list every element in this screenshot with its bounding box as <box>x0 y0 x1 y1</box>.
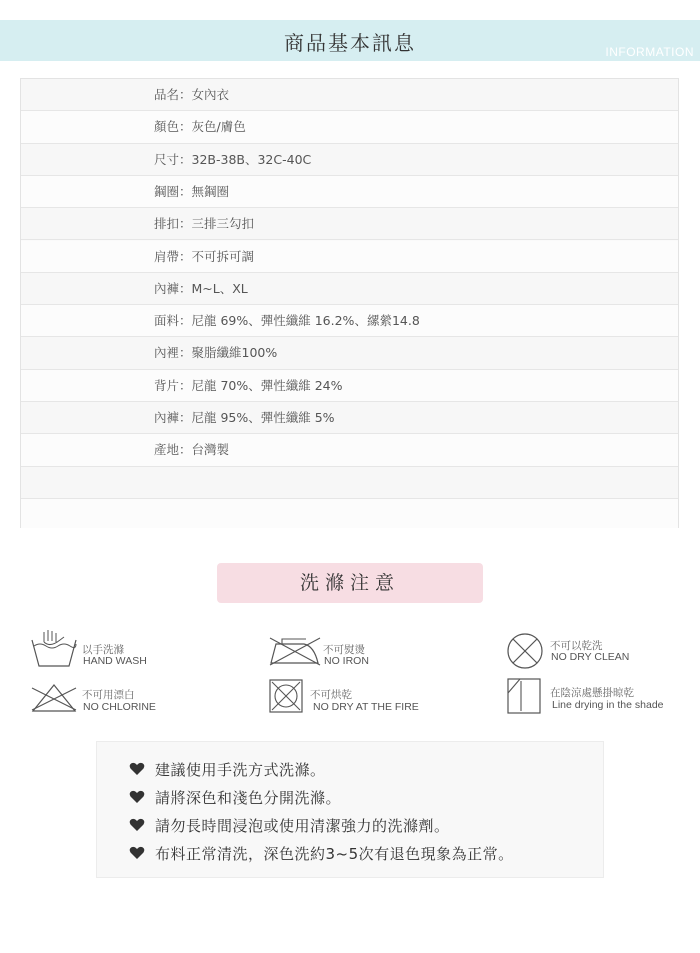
no-dry-clean-icon <box>506 632 544 670</box>
care-item-no-bleach <box>30 682 230 716</box>
info-row-name: 品名：女內衣 <box>21 79 678 111</box>
care-label-zh: 不可烘乾 <box>310 689 352 701</box>
heart-icon <box>129 790 145 804</box>
info-row-hooks: 排扣：三排三勾扣 <box>21 208 678 240</box>
care-label-zh: 不可用漂白 <box>82 689 135 701</box>
note-text: 請將深色和淺色分開洗滌。 <box>155 789 342 807</box>
no-tumble-dry-icon <box>268 678 304 714</box>
heart-icon <box>129 846 145 860</box>
info-row-empty <box>21 467 678 499</box>
care-label-en: NO DRY CLEAN <box>551 651 630 663</box>
care-label-zh: 以手洗滌 <box>82 644 124 656</box>
note-text: 請勿長時間浸泡或使用清潔強力的洗滌劑。 <box>155 817 450 835</box>
heart-icon <box>129 762 145 776</box>
hand-wash-icon <box>30 628 78 670</box>
info-row-lining: 內裡：聚脂纖維100% <box>21 337 678 369</box>
info-row-color: 顏色：灰色/膚色 <box>21 111 678 143</box>
info-row-straps: 肩帶：不可拆可調 <box>21 241 678 273</box>
info-row-size: 尺寸：32B-38B、32C-40C <box>21 144 678 176</box>
care-label-zh: 不可熨燙 <box>323 644 365 656</box>
care-label-en: HAND WASH <box>83 655 147 667</box>
care-label-en: NO DRY AT THE FIRE <box>313 701 419 713</box>
info-row-briefs-size: 內褲：M~L、XL <box>21 273 678 305</box>
wash-notes-box <box>96 741 604 878</box>
care-label-en: NO CHLORINE <box>83 701 156 713</box>
note-text: 建議使用手洗方式洗滌。 <box>155 761 326 779</box>
care-label-zh: 不可以乾洗 <box>550 640 603 652</box>
info-row-briefs-fabric: 內褲：尼龍 95%、彈性纖維 5% <box>21 402 678 434</box>
care-label-en: NO IRON <box>324 655 369 667</box>
info-row-underwire: 鋼圈：無鋼圈 <box>21 176 678 208</box>
care-label-en: Line drying in the shade <box>552 699 664 711</box>
care-item-line-dry-shade <box>506 677 696 715</box>
page-subtitle: INFORMATION <box>605 45 694 59</box>
no-bleach-icon <box>30 682 78 714</box>
care-item-no-dry-clean <box>506 632 696 668</box>
no-iron-icon <box>268 634 322 666</box>
info-banner <box>0 20 700 61</box>
info-row-empty <box>21 499 678 528</box>
heart-icon <box>129 818 145 832</box>
info-row-back: 背片：尼龍 70%、彈性纖維 24% <box>21 370 678 402</box>
page-title: 商品基本訊息 <box>284 31 416 55</box>
line-dry-shade-icon <box>506 677 542 715</box>
care-item-no-tumble-dry <box>268 678 468 714</box>
product-info-table <box>20 78 679 528</box>
care-item-hand-wash <box>30 628 230 670</box>
info-row-fabric: 面料：尼龍 69%、彈性纖維 16.2%、縲縈14.8 <box>21 305 678 337</box>
care-item-no-iron <box>268 634 468 670</box>
info-row-origin: 產地：台灣製 <box>21 434 678 466</box>
care-label-zh: 在陰涼處懸掛晾乾 <box>550 687 634 699</box>
wash-care-title: 洗滌注意 <box>217 563 483 603</box>
note-text: 布料正常清洗，深色洗約3~5次有退色現象為正常。 <box>155 845 514 863</box>
